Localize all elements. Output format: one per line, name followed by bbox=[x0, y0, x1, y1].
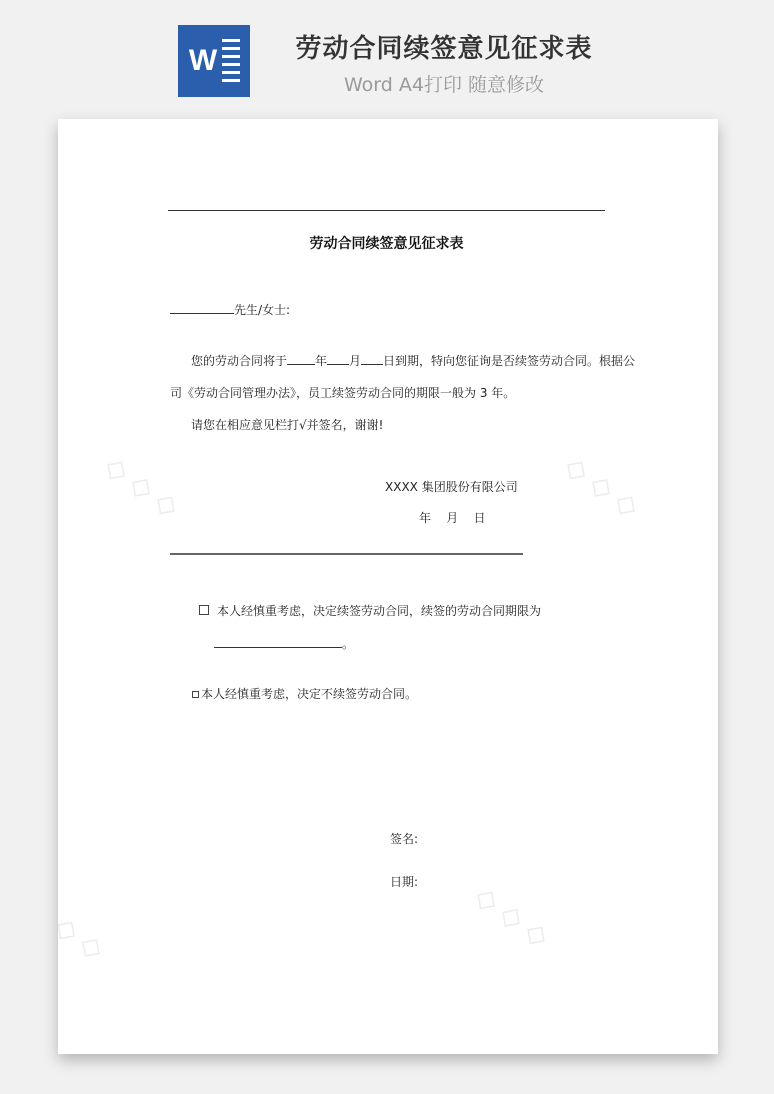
signature-label: 签名: bbox=[390, 832, 419, 846]
paragraph-3: 请您在相应意见栏打√并签名，谢谢! bbox=[191, 418, 384, 432]
paragraph-2: 司《劳动合同管理办法》，员工续签劳动合同的期限一般为 3 年。 bbox=[170, 386, 516, 400]
term-line-end: 。 bbox=[342, 637, 355, 651]
document-page bbox=[49, 119, 718, 1054]
option-renew bbox=[199, 602, 541, 619]
page-title: 劳动合同续签意见征求表 bbox=[295, 34, 593, 64]
month-blank bbox=[327, 352, 349, 365]
company-name: XXXX 集团股份有限公司 bbox=[385, 480, 518, 494]
year-blank bbox=[287, 352, 315, 365]
option-not-renew bbox=[192, 685, 417, 702]
middle-rule-divider bbox=[170, 553, 523, 555]
page-subtitle: Word A4打印 随意修改 bbox=[343, 74, 544, 96]
watermark-mark: ◇ ◇ ◇ bbox=[559, 449, 646, 524]
option-not-renew-text: 本人经慎重考虑，决定不续签劳动合同。 bbox=[201, 687, 418, 701]
document-title: 劳动合同续签意见征求表 bbox=[309, 236, 464, 252]
para1-month: 月 bbox=[349, 354, 362, 368]
not-renew-checkbox[interactable] bbox=[192, 691, 199, 698]
date-label: 日期: bbox=[390, 875, 419, 889]
watermark-mark: ◇ ◇ ◇ bbox=[99, 449, 186, 524]
watermark-mark: ◇ ◇ ◇ bbox=[469, 879, 556, 954]
header-banner bbox=[0, 0, 774, 118]
para1-part-a: 您的劳动合同将于 bbox=[191, 354, 288, 368]
day-blank bbox=[361, 352, 383, 365]
para1-part-b: 日到期，特向您征询是否续签劳动合同。根据公 bbox=[383, 354, 636, 368]
renew-checkbox[interactable] bbox=[199, 605, 209, 615]
top-rule-divider bbox=[168, 210, 605, 211]
word-logo-letter: W bbox=[188, 44, 218, 77]
option-renew-text: 本人经慎重考虑，决定续签劳动合同，续签的劳动合同期限为 bbox=[217, 604, 542, 618]
name-blank bbox=[170, 301, 234, 314]
term-blank bbox=[214, 635, 342, 648]
word-logo-icon bbox=[178, 25, 250, 97]
salutation-text: 先生/女士: bbox=[234, 303, 291, 317]
term-line bbox=[214, 635, 354, 652]
paragraph-1 bbox=[191, 352, 635, 369]
para1-year: 年 bbox=[315, 354, 328, 368]
company-date-line: 年 月 日 bbox=[419, 511, 486, 525]
watermark-mark: ◇ ◇ bbox=[49, 909, 111, 966]
salutation-line bbox=[170, 301, 290, 318]
